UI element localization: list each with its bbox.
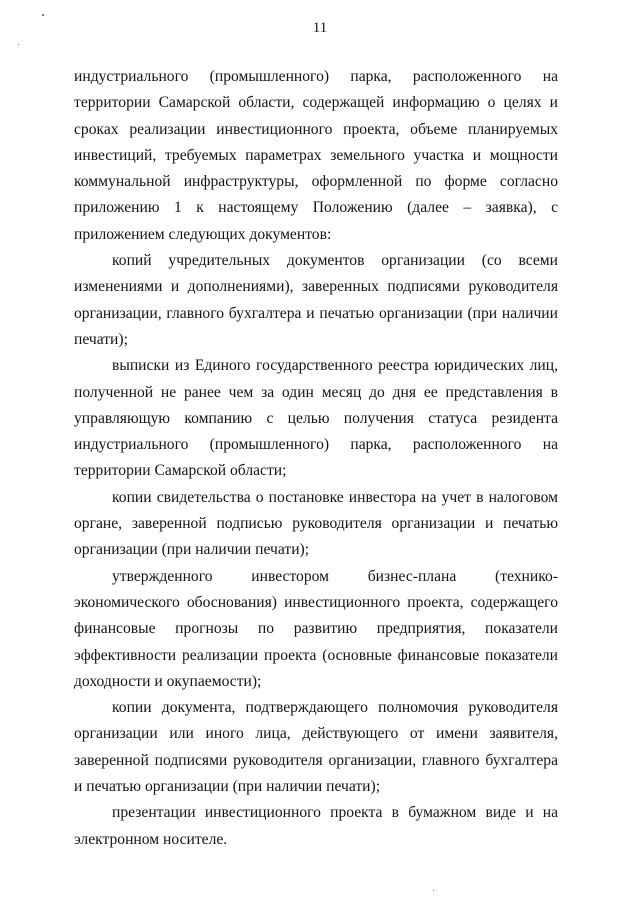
scan-speck [433,890,434,891]
paragraph-founding-documents: копий учредительных документов организации (со всеми изменениями и дополнениями), заверенных подписями руководителя организации, главного бухгалтера и печатью организации (при наличии печати); [74,252,558,348]
scan-speck [18,44,19,45]
paragraph-tax-certificate: копии свидетельства о постановке инвестора на учет в налоговом органе, заверенной подписью руководителя организации и печатью организации (при наличии печати); [74,488,558,559]
paragraph-application: индустриального (промышленного) парка, расположенного на территории Самарской области, содержащей информацию о целях и сроках реализации инвестиционного проекта, объеме планируемых инвестиций, требуемых параметрах земельного участка и мощности коммунальной инфраструктуры, оформленной по форме согласно приложению 1 к настоящему Положению (далее – заявка), с приложением следующих документов: [74,68,558,243]
scan-speck [42,14,44,16]
page-number: 11 [312,20,328,36]
paragraph-registry-extract: выписки из Единого государственного реестра юридических лиц, полученной не ранее чем за один месяц до дня ее представления в управляющую компанию с целью получения статуса резидента индустриального (промышленного) парка, расположенного на территории Самарской области; [74,357,558,480]
paragraph-authority-document: копии документа, подтверждающего полномочия руководителя организации или иного лица, действующего от имени заявителя, заверенной подписями руководителя организации, главного бухгалтера и печатью организации (при наличии печати); [74,699,558,796]
paragraph-business-plan: утвержденного инвестором бизнес-плана (технико-экономического обоснования) инвестиционного проекта, содержащего финансовые прогнозы по развитию предприятия, показатели эффективности реализации проекта (основные финансовые показатели доходности и окупаемости); [74,567,558,690]
paragraph-presentation: презентации инвестиционного проекта в бумажном виде и на электронном носителе. [74,804,558,848]
document-body [74,64,558,853]
